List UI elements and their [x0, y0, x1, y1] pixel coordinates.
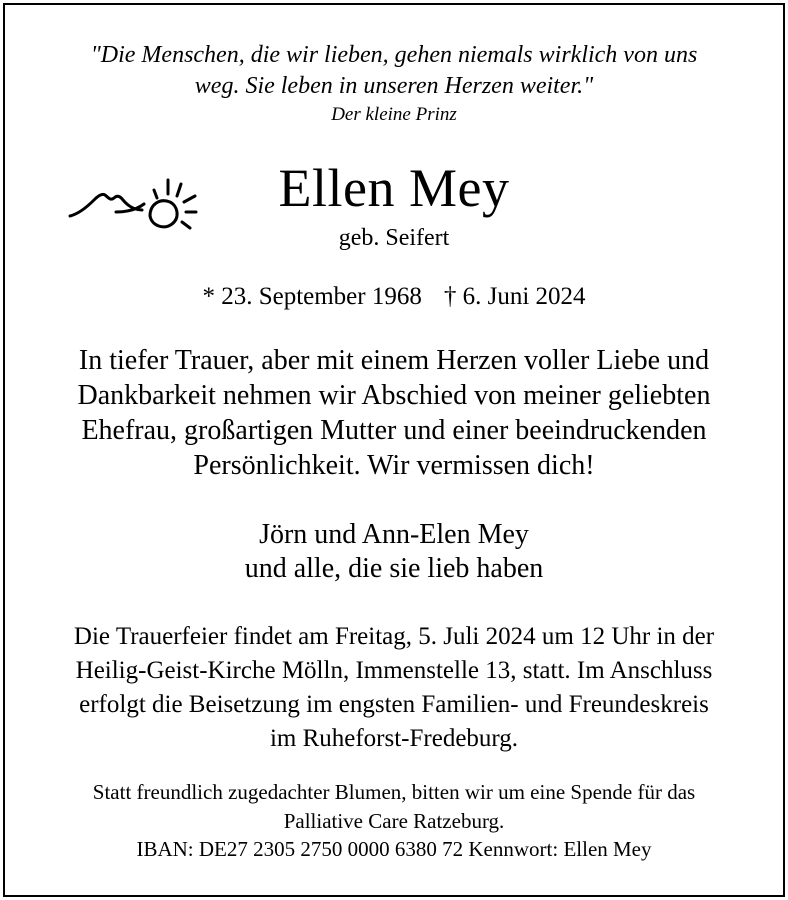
life-dates: [0, 283, 788, 311]
deceased-name: Ellen Mey: [278, 158, 510, 218]
birth-name: geb. Seifert: [338, 225, 450, 251]
quote-line: "Die Menschen, die wir lieben, gehen niemals wirklich von uns: [90, 42, 698, 68]
funeral-service-info: [0, 620, 788, 756]
family-line: Jörn und Ann-Elen Mey: [259, 519, 529, 550]
quote-line: weg. Sie leben in unseren Herzen weiter.": [194, 73, 594, 99]
donation-line: IBAN: DE27 2305 2750 0000 6380 72 Kennwort: Ellen Mey: [136, 837, 652, 861]
mourning-message: [0, 343, 788, 483]
quote: [0, 40, 788, 102]
message-line: Ehefrau, großartigen Mutter und einer beeindruckenden: [81, 415, 707, 446]
death-date: † 6. Juni 2024: [443, 283, 586, 310]
birth-date: * 23. September 1968: [202, 283, 422, 310]
service-line: erfolgt die Beisetzung im engsten Familien- und Freundeskreis: [79, 691, 709, 718]
donation-line: Palliative Care Ratzeburg.: [283, 808, 505, 833]
message-line: In tiefer Trauer, aber mit einem Herzen voller Liebe und: [78, 345, 710, 376]
message-line: Persönlichkeit. Wir vermissen dich!: [193, 450, 595, 481]
quote-author: Der kleine Prinz: [331, 104, 457, 125]
service-line: im Ruheforst-Fredeburg.: [269, 725, 519, 752]
service-line: Die Trauerfeier findet am Freitag, 5. Juli 2024 um 12 Uhr in der: [73, 623, 715, 650]
service-line: Heilig-Geist-Kirche Mölln, Immenstelle 13, statt. Im Anschluss: [75, 657, 713, 684]
donation-info: [0, 778, 788, 864]
message-line: Dankbarkeit nehmen wir Abschied von meiner geliebten: [77, 380, 711, 411]
family-signature: [0, 518, 788, 586]
family-line: und alle, die sie lieb haben: [244, 553, 544, 584]
donation-line: Statt freundlich zugedachter Blumen, bitten wir um eine Spende für das: [92, 780, 696, 804]
